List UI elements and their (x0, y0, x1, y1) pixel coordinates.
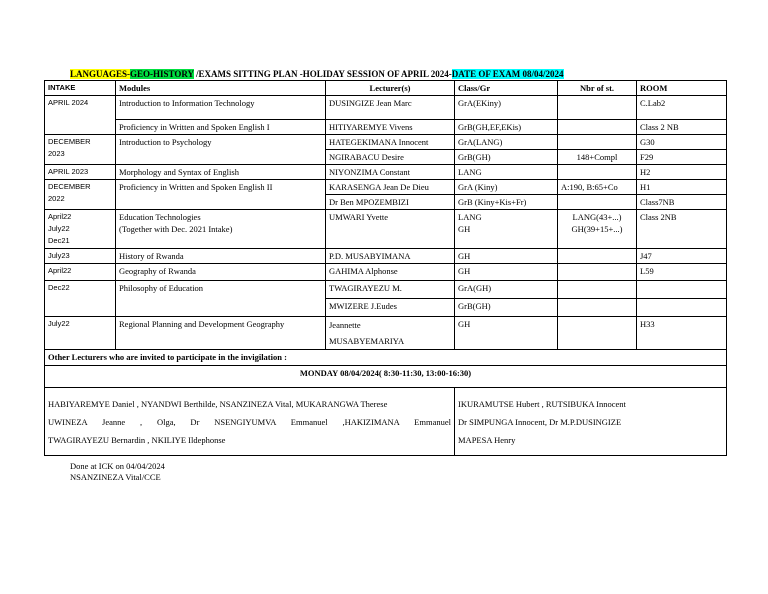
room-cell: Class7NB (637, 195, 727, 210)
header-lecturers: Lecturer(s) (326, 81, 455, 96)
module-cell: Introduction to Psychology (116, 135, 326, 165)
footer-done-at: Done at ICK on 04/04/2024 (70, 461, 165, 471)
class-cell: GH (455, 264, 558, 281)
class-cell: GrA(LANG) (455, 135, 558, 150)
intake-cell: APRIL 2023 (45, 165, 116, 180)
header-class: Class/Gr (455, 81, 558, 96)
class-cell: GrB(GH) (455, 150, 558, 165)
class-cell: LANG (455, 165, 558, 180)
intake-line: 2023 (48, 149, 65, 158)
table-row (45, 120, 727, 135)
class-cell: GrB(GH,EF,EKis) (455, 120, 558, 135)
intake-line: July22 (48, 224, 70, 233)
room-cell: Class 2 NB (637, 120, 727, 135)
table-row (45, 96, 727, 120)
room-cell: F29 (637, 150, 727, 165)
room-cell: C.Lab2 (637, 96, 727, 120)
room-cell: H1 (637, 180, 727, 195)
lecturer-cell: Dr Ben MPOZEMBIZI (326, 195, 455, 210)
title-languages: LANGUAGES- (70, 69, 131, 79)
header-nbr: Nbr of st. (558, 81, 637, 96)
table-row (45, 249, 727, 264)
nbr-cell (558, 264, 637, 281)
intake-line: Dec21 (48, 236, 70, 245)
table-row (45, 165, 727, 180)
module-cell: Geography of Rwanda (116, 264, 326, 281)
other-lecturers-label: Other Lecturers who are invited to participate in the invigilation : (45, 350, 727, 366)
intake-line: DECEMBER (48, 137, 91, 146)
nbr-line: LANG(43+...) (572, 212, 622, 222)
intake-cell: April22 (45, 264, 116, 281)
lecturer-cell: TWAGIRAYEZU M. (326, 281, 455, 299)
module-cell: Introduction to Information Technology (116, 96, 326, 120)
intake-line: DECEMBER (48, 182, 91, 191)
intake-cell: Dec22 (45, 281, 116, 317)
sitting-plan-table (44, 80, 727, 456)
other-lecturers-row (45, 350, 727, 366)
title-plan: /EXAMS SITTING PLAN -HOLIDAY SESSION OF APRIL 2024- (193, 69, 452, 79)
room-cell: H2 (637, 165, 727, 180)
nbr-cell (558, 249, 637, 264)
document-title (70, 68, 564, 80)
lecturer-line: MUSABYEMARIYA (329, 336, 405, 346)
class-cell: GrA (Kiny) (455, 180, 558, 195)
class-cell: GrA(EKiny) (455, 96, 558, 120)
intake-line: April22 (48, 212, 72, 221)
module-cell: Regional Planning and Development Geography (116, 317, 326, 350)
invigilator-line: UWINEZA Jeanne , Olga, Dr NSENGIYUMVA Emmanuel ,HAKIZIMANA Emmanuel (48, 416, 451, 427)
lecturer-cell: NIYONZIMA Constant (326, 165, 455, 180)
intake-cell: July23 (45, 249, 116, 264)
lecturer-cell: GAHIMA Alphonse (326, 264, 455, 281)
nbr-cell (558, 165, 637, 180)
table-row (45, 281, 727, 299)
header-modules: Modules (116, 81, 326, 96)
intake-cell: APRIL 2024 (45, 96, 116, 135)
invigilator-line: HABIYAREMYE Daniel , NYANDWI Berthilde, NSANZINEZA Vital, MUKARANGWA Therese (48, 398, 388, 409)
nbr-cell (558, 317, 637, 350)
invigilators-left (45, 388, 455, 456)
nbr-cell (558, 210, 637, 249)
module-line: (Together with Dec. 2021 Intake) (119, 224, 233, 234)
lecturer-cell: HITIYAREMYE Vivens (326, 120, 455, 135)
nbr-cell (558, 96, 637, 120)
lecturer-cell: NGIRABACU Desire (326, 150, 455, 165)
module-cell: Morphology and Syntax of English (116, 165, 326, 180)
intake-cell (45, 135, 116, 165)
class-cell: GH (455, 317, 558, 350)
room-cell: Class 2NB (637, 210, 727, 249)
lecturer-cell: UMWARI Yvette (326, 210, 455, 249)
class-cell: GrA(GH) (455, 281, 558, 299)
module-line: Education Technologies (119, 212, 201, 222)
class-line: GH (458, 224, 471, 234)
class-line: LANG (458, 212, 482, 222)
room-cell (637, 299, 727, 317)
invigilator-line: Dr SIMPUNGA Innocent, Dr M.P.DUSINGIZE (458, 416, 622, 427)
lecturer-cell: KARASENGA Jean De Dieu (326, 180, 455, 195)
nbr-line: GH(39+15+...) (571, 224, 623, 234)
lecturer-cell: HATEGEKIMANA Innocent (326, 135, 455, 150)
header-row (45, 81, 727, 96)
module-cell: Proficiency in Written and Spoken English II (116, 180, 326, 210)
invigilator-line: IKURAMUTSE Hubert , RUTSIBUKA Innocent (458, 398, 626, 409)
nbr-cell (558, 120, 637, 135)
nbr-cell: 148+Compl (558, 150, 637, 165)
intake-cell: July22 (45, 317, 116, 350)
invigilators-right (455, 388, 727, 456)
room-cell: J47 (637, 249, 727, 264)
nbr-cell (558, 281, 637, 299)
nbr-cell (558, 299, 637, 317)
intake-cell (45, 180, 116, 210)
table-row (45, 264, 727, 281)
header-room: ROOM (637, 81, 727, 96)
nbr-cell: A:190, B:65+Co (558, 180, 637, 195)
room-cell: L59 (637, 264, 727, 281)
footer (70, 461, 165, 483)
lecturer-cell: P.D. MUSABYIMANA (326, 249, 455, 264)
module-cell: Philosophy of Education (116, 281, 326, 317)
header-intake: INTAKE (45, 81, 116, 96)
table-row (45, 180, 727, 195)
title-exam-date: DATE OF EXAM 08/04/2024 (451, 69, 564, 79)
nbr-cell (558, 135, 637, 150)
session-row (45, 366, 727, 388)
room-cell (637, 281, 727, 299)
class-cell: GH (455, 249, 558, 264)
module-cell: History of Rwanda (116, 249, 326, 264)
class-cell (455, 210, 558, 249)
table-row (45, 135, 727, 150)
lecturer-cell (326, 317, 455, 350)
invigilator-line: TWAGIRAYEZU Bernardin , NKILIYE Ildephonse (48, 434, 226, 445)
title-geo-history: GEO-HISTORY (130, 69, 194, 79)
session-time: MONDAY 08/04/2024( 8:30-11:30, 13:00-16:30) (45, 366, 727, 388)
module-cell: Proficiency in Written and Spoken English I (116, 120, 326, 135)
lecturer-line: Jeannette (329, 320, 361, 330)
table-row (45, 317, 727, 350)
room-cell: G30 (637, 135, 727, 150)
invigilators-row (45, 388, 727, 456)
invigilator-line: MAPESA Henry (458, 434, 516, 445)
intake-cell (45, 210, 116, 249)
class-cell: GrB(GH) (455, 299, 558, 317)
table-row (45, 210, 727, 249)
lecturer-cell: MWIZERE J.Eudes (326, 299, 455, 317)
lecturer-cell: DUSINGIZE Jean Marc (326, 96, 455, 120)
nbr-cell (558, 195, 637, 210)
room-cell: H33 (637, 317, 727, 350)
intake-line: 2022 (48, 194, 65, 203)
footer-signatory: NSANZINEZA Vital/CCE (70, 472, 161, 482)
module-cell (116, 210, 326, 249)
class-cell: GrB (Kiny+Kis+Fr) (455, 195, 558, 210)
